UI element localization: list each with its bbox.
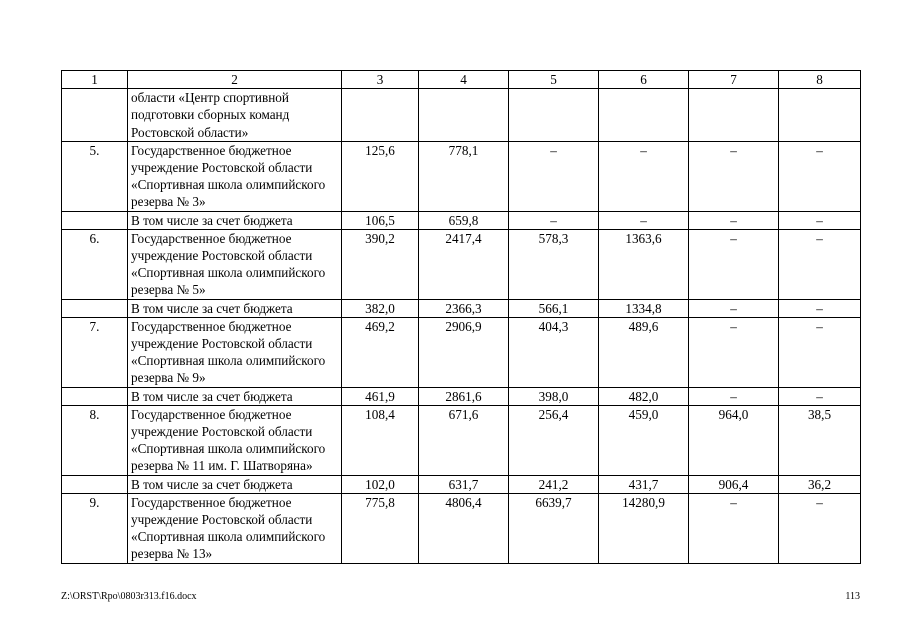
budget-label-cell: В том числе за счет бюджета xyxy=(128,299,342,317)
value-cell: 256,4 xyxy=(509,405,599,475)
budget-subrow xyxy=(62,387,861,405)
value-cell: – xyxy=(689,141,779,211)
value-cell: 578,3 xyxy=(509,229,599,299)
row-number-cell: 5. xyxy=(62,141,128,211)
value-cell: 4806,4 xyxy=(419,493,509,563)
row-number-cell xyxy=(62,475,128,493)
value-cell: 671,6 xyxy=(419,405,509,475)
row-number-cell xyxy=(62,387,128,405)
value-cell: – xyxy=(779,299,861,317)
value-cell: – xyxy=(689,493,779,563)
value-cell: 14280,9 xyxy=(599,493,689,563)
continuation-row xyxy=(62,89,861,142)
value-cell: 469,2 xyxy=(342,317,419,387)
organization-name-cell: Государственное бюджетное учреждение Ростовской области «Спортивная школа олимпийского резерва № 11 им. Г. Шатворяна» xyxy=(128,405,342,475)
table-row xyxy=(62,317,861,387)
value-cell: 2417,4 xyxy=(419,229,509,299)
value-cell: – xyxy=(779,317,861,387)
organization-name-cell: Государственное бюджетное учреждение Ростовской области «Спортивная школа олимпийского резерва № 13» xyxy=(128,493,342,563)
row-number-cell: 9. xyxy=(62,493,128,563)
value-cell: 964,0 xyxy=(689,405,779,475)
value-cell: 631,7 xyxy=(419,475,509,493)
budget-subrow xyxy=(62,211,861,229)
value-cell: 102,0 xyxy=(342,475,419,493)
row-number-cell: 8. xyxy=(62,405,128,475)
value-cell: 38,5 xyxy=(779,405,861,475)
value-cell: – xyxy=(509,141,599,211)
table-row xyxy=(62,493,861,563)
budget-label-cell: В том числе за счет бюджета xyxy=(128,211,342,229)
document-path: Z:\ORST\Rpo\0803r313.f16.docx xyxy=(61,591,197,602)
column-number: 3 xyxy=(342,71,419,89)
value-cell: – xyxy=(689,387,779,405)
value-cell: – xyxy=(689,211,779,229)
value-cell xyxy=(779,89,861,142)
value-cell: 775,8 xyxy=(342,493,419,563)
value-cell: 390,2 xyxy=(342,229,419,299)
value-cell: 659,8 xyxy=(419,211,509,229)
column-number-header-row xyxy=(62,71,861,89)
value-cell: 108,4 xyxy=(342,405,419,475)
organization-name-cell: Государственное бюджетное учреждение Ростовской области «Спортивная школа олимпийского резерва № 5» xyxy=(128,229,342,299)
budget-label-cell: В том числе за счет бюджета xyxy=(128,475,342,493)
value-cell: 1334,8 xyxy=(599,299,689,317)
value-cell: 459,0 xyxy=(599,405,689,475)
value-cell: 382,0 xyxy=(342,299,419,317)
row-number-cell: 7. xyxy=(62,317,128,387)
value-cell: – xyxy=(779,387,861,405)
column-number: 8 xyxy=(779,71,861,89)
value-cell: – xyxy=(779,211,861,229)
data-table xyxy=(61,70,861,564)
budget-label-cell: В том числе за счет бюджета xyxy=(128,387,342,405)
value-cell: 241,2 xyxy=(509,475,599,493)
value-cell: – xyxy=(599,141,689,211)
value-cell: – xyxy=(779,141,861,211)
table-row xyxy=(62,405,861,475)
value-cell: 36,2 xyxy=(779,475,861,493)
row-number-cell: 6. xyxy=(62,229,128,299)
value-cell: – xyxy=(689,317,779,387)
value-cell: – xyxy=(689,299,779,317)
value-cell: – xyxy=(689,229,779,299)
budget-subrow xyxy=(62,299,861,317)
value-cell: – xyxy=(779,493,861,563)
value-cell xyxy=(509,89,599,142)
page-number: 113 xyxy=(845,591,860,602)
column-number: 5 xyxy=(509,71,599,89)
value-cell: 461,9 xyxy=(342,387,419,405)
column-number: 6 xyxy=(599,71,689,89)
value-cell: 404,3 xyxy=(509,317,599,387)
value-cell xyxy=(599,89,689,142)
value-cell: 778,1 xyxy=(419,141,509,211)
organization-name-cell: Государственное бюджетное учреждение Ростовской области «Спортивная школа олимпийского резерва № 9» xyxy=(128,317,342,387)
organization-name-cell: Государственное бюджетное учреждение Ростовской области «Спортивная школа олимпийского резерва № 3» xyxy=(128,141,342,211)
value-cell: 431,7 xyxy=(599,475,689,493)
row-number-cell xyxy=(62,211,128,229)
budget-subrow xyxy=(62,475,861,493)
organization-name-cell: области «Центр спортивной подготовки сборных команд Ростовской области» xyxy=(128,89,342,142)
value-cell xyxy=(342,89,419,142)
table-row xyxy=(62,229,861,299)
value-cell: 2861,6 xyxy=(419,387,509,405)
value-cell: 125,6 xyxy=(342,141,419,211)
value-cell: – xyxy=(779,229,861,299)
value-cell: 566,1 xyxy=(509,299,599,317)
value-cell: 398,0 xyxy=(509,387,599,405)
value-cell: 906,4 xyxy=(689,475,779,493)
value-cell: 489,6 xyxy=(599,317,689,387)
row-number-cell xyxy=(62,299,128,317)
value-cell: – xyxy=(599,211,689,229)
table-row xyxy=(62,141,861,211)
column-number: 4 xyxy=(419,71,509,89)
value-cell: 2906,9 xyxy=(419,317,509,387)
value-cell: 2366,3 xyxy=(419,299,509,317)
column-number: 1 xyxy=(62,71,128,89)
value-cell: 6639,7 xyxy=(509,493,599,563)
column-number: 2 xyxy=(128,71,342,89)
value-cell: 1363,6 xyxy=(599,229,689,299)
value-cell xyxy=(689,89,779,142)
value-cell: 482,0 xyxy=(599,387,689,405)
value-cell: – xyxy=(509,211,599,229)
row-number-cell xyxy=(62,89,128,142)
column-number: 7 xyxy=(689,71,779,89)
value-cell xyxy=(419,89,509,142)
value-cell: 106,5 xyxy=(342,211,419,229)
